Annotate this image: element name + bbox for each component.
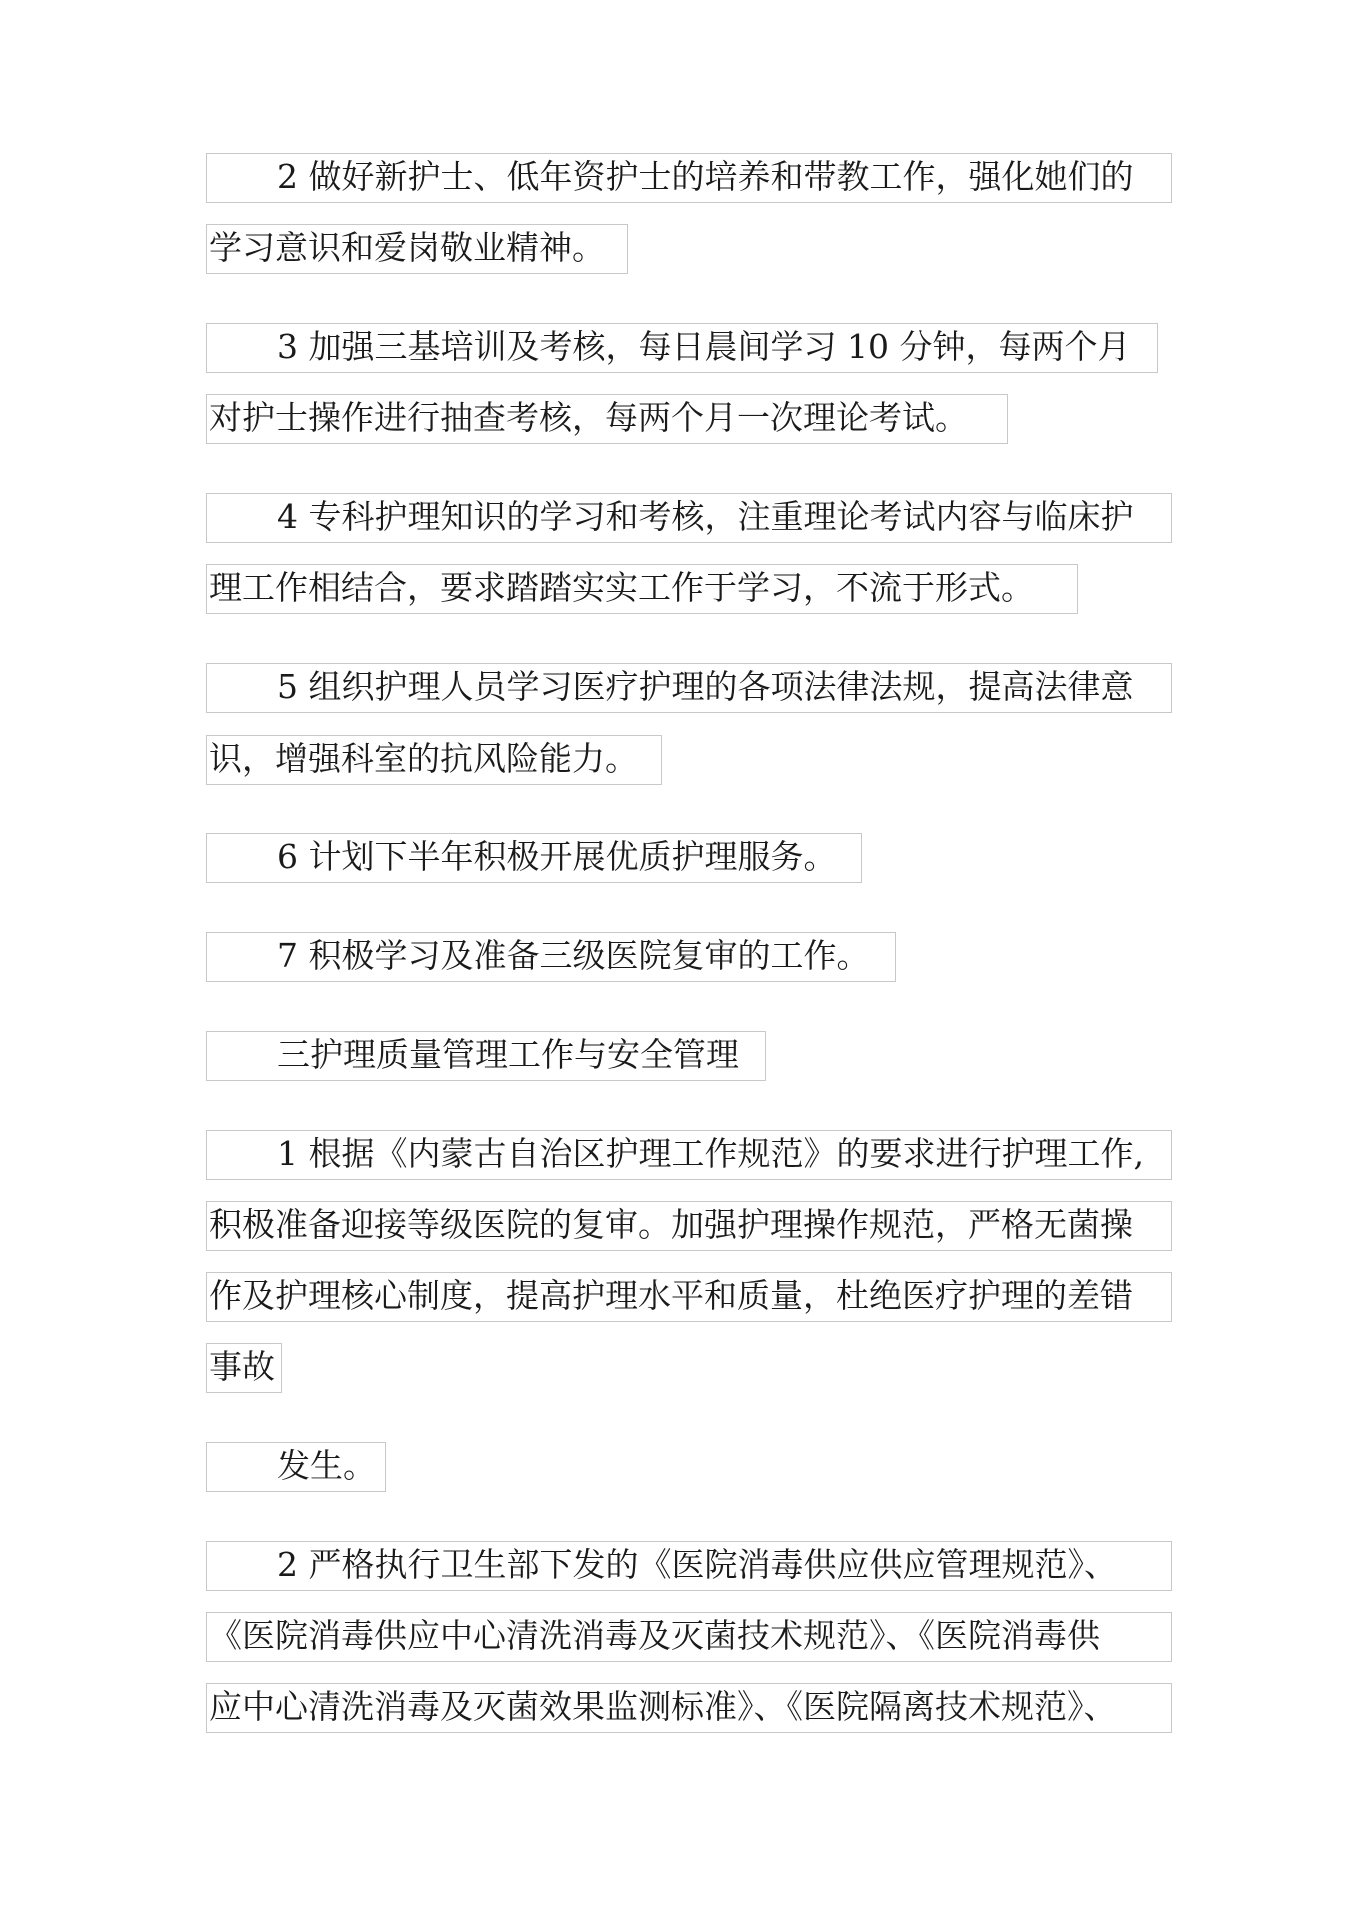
text-line: 4 专科护理知识的学习和考核，注重理论考试内容与临床护 bbox=[206, 493, 1172, 543]
text-line: 2 严格执行卫生部下发的《医院消毒供应供应管理规范》、 bbox=[206, 1541, 1172, 1591]
text-line: 1 根据《内蒙古自治区护理工作规范》的要求进行护理工作, bbox=[206, 1130, 1172, 1180]
text-line: 对护士操作进行抽查考核，每两个月一次理论考试。 bbox=[206, 394, 1008, 444]
text-line: 事故 bbox=[206, 1343, 282, 1393]
text-line: 6 计划下半年积极开展优质护理服务。 bbox=[206, 833, 862, 883]
text-line: 积极准备迎接等级医院的复审。加强护理操作规范，严格无菌操 bbox=[206, 1201, 1172, 1251]
text-line: 2 做好新护士、低年资护士的培养和带教工作，强化她们的 bbox=[206, 153, 1172, 203]
section-heading: 三护理质量管理工作与安全管理 bbox=[206, 1031, 766, 1081]
text-line: 学习意识和爱岗敬业精神。 bbox=[206, 224, 628, 274]
text-line: 识，增强科室的抗风险能力。 bbox=[206, 735, 662, 785]
text-line: 应中心清洗消毒及灭菌效果监测标准》、《医院隔离技术规范》、 bbox=[206, 1683, 1172, 1733]
text-line: 作及护理核心制度，提高护理水平和质量，杜绝医疗护理的差错 bbox=[206, 1272, 1172, 1322]
text-line: 《医院消毒供应中心清洗消毒及灭菌技术规范》、《医院消毒供 bbox=[206, 1612, 1172, 1662]
text-line: 理工作相结合，要求踏踏实实工作于学习，不流于形式。 bbox=[206, 564, 1078, 614]
text-line: 3 加强三基培训及考核，每日晨间学习 10 分钟，每两个月 bbox=[206, 323, 1158, 373]
text-line: 5 组织护理人员学习医疗护理的各项法律法规，提高法律意 bbox=[206, 663, 1172, 713]
text-line: 发生。 bbox=[206, 1442, 386, 1492]
text-line: 7 积极学习及准备三级医院复审的工作。 bbox=[206, 932, 896, 982]
